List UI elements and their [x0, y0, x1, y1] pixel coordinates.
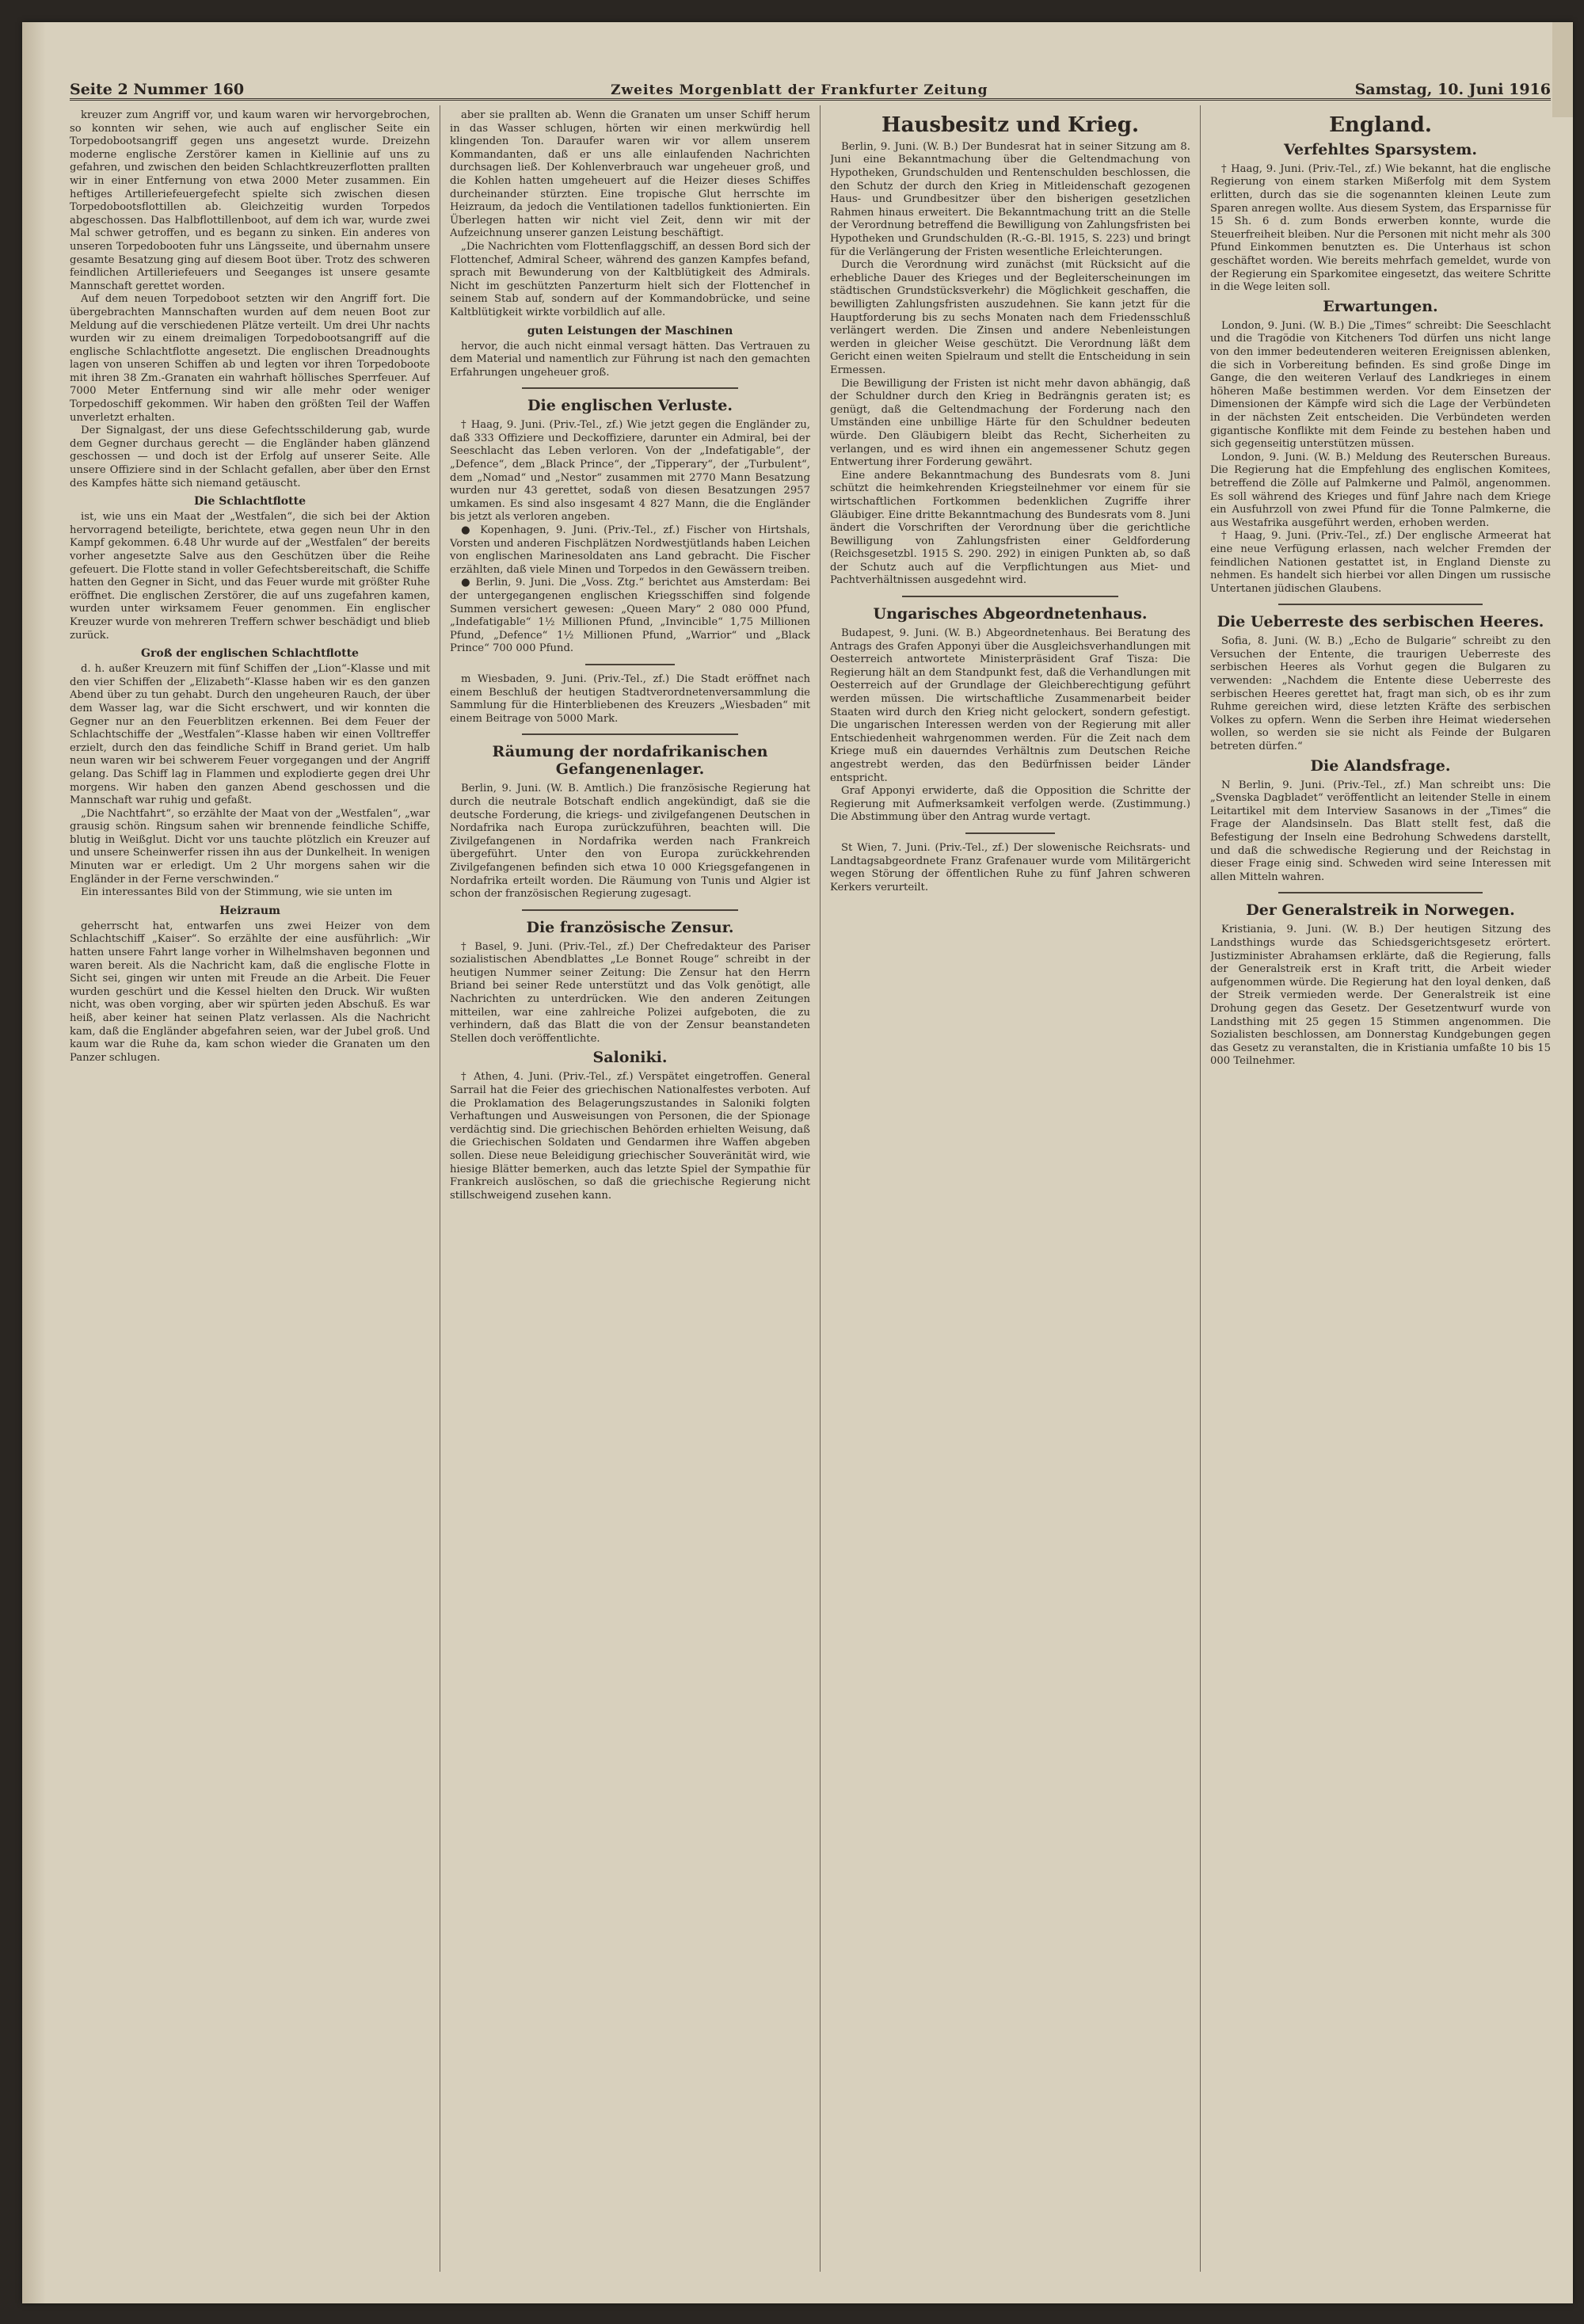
article-paragraph: Ein interessantes Bild von der Stimmung, wie sie unten im — [81, 886, 393, 899]
page-binding-edge — [22, 22, 46, 2303]
article-paragraph: Budapest, 9. Juni. (W. B.) Abgeordnetenhaus. Bei Beratung des Antrags des Grafen Apponyi über die Ausgleichsverhandlungen mit Oesterreich antwortete Ministerpräsident Graf Tisza: Die Regierung hält an dem Standpunkt fest, daß die Verhandlungen mit Oesterreich auf der Grundlage der Gleichberechtigung geführt werden müssen. Die wirtschaftliche Zusammenarbeit beider Staaten wird durch den Krieg nicht gelockert, sondern gefestigt. Die ungarischen Interessen werden von der Regierung mit aller Entschiedenheit wahrgenommen werden. Für die Zeit nach dem Kriege muß ein dauerndes Verhältnis zum Deutschen Reiche angestrebt werden, das den Bedürfnissen beider Länder entspricht. — [830, 627, 1190, 784]
article-paragraph: Berlin, 9. Juni. (W. B.) Der Bundesrat hat in seiner Sitzung am 8. Juni eine Bekanntmachung über die Geltendmachung von Hypotheken, Grundschulden und Rentenschulden beschlossen, die den Schutz der durch den Krieg in Mitleidenschaft gezogenen Haus- und Grundbesitzer über den bisherigen gesetzlichen Rahmen hinaus erweitert. Die Bekanntmachung tritt an die Stelle der Verordnung betreffend die Bewilligung von Zahlungsfristen bei Hypotheken und Grundschulden (R.-G.-Bl. 1915, S. 223) und bringt für die Verlängerung der Fristen wesentliche Erleichterungen. — [830, 140, 1190, 258]
article-paragraph: N Berlin, 9. Juni. (Priv.-Tel., zf.) Man schreibt uns: Die „Svenska Dagbladet“ veröffentlicht an leitender Stelle in einem Leitartikel mit dem Interview Sasanows in der „Times“ die Frage der Alandsinseln. Das Blatt stellt fest, daß die Befestigung der Inseln eine Bedrohung Schwedens darstellt, und daß die schwedische Regierung und der Reichstag in dieser Frage einig sind. Schweden wird seine Interessen mit allen Mitteln wahren. — [1210, 779, 1551, 883]
article-heading: Die Alandsfrage. — [1310, 756, 1451, 775]
article-heading: guten Leistungen der Maschinen — [527, 324, 733, 337]
article-heading: Verfehltes Sparsystem. — [1284, 140, 1477, 158]
article-heading: Die französische Zensur. — [526, 918, 734, 936]
separator-rule — [522, 387, 738, 389]
article-heading: Ungarisches Abgeordnetenhaus. — [873, 605, 1148, 623]
article-paragraph: † Haag, 9. Juni. (Priv.-Tel., zf.) Wie bekannt, hat die englische Regierung von einem starken Mißerfolg mit dem System erlitten, durch das sie die sogenannten kleinen Leute zum Sparen anregen wollte. Aus diesem System, das Ersparnisse für 15 Sh. 6 d. zum Bonds erwerben konnte, wurde die Steuerfreiheit bleiben. Nur die Personen mit nicht mehr als 300 Pfund Einkommen benutzten es. Die Unterhaus ist schon geschäftet worden. Wie bereits mehrfach gemeldet, wurde von der Regierung ein Sparkomitee eingesetzt, das weitere Schritte in die Wege leiten soll. — [1210, 162, 1551, 294]
header-date: Samstag, 10. Juni 1916 — [1354, 81, 1551, 98]
article-paragraph: ● Berlin, 9. Juni. Die „Voss. Ztg.“ berichtet aus Amsterdam: Bei der untergegangenen englischen Kriegsschiffen sind folgende Summen versichert gewesen: „Queen Mary“ 2 080 000 Pfund, „Indefatigable“ 1½ Millionen Pfund, „Invincible“ 1,75 Millionen Pfund, „Defence“ 1½ Millionen Pfund, „Warrior“ und „Black Prince“ 700 000 Pfund. — [450, 577, 810, 655]
article-paragraph: ● Kopenhagen, 9. Juni. (Priv.-Tel., zf.) Fischer von Hirtshals, Vorsten und anderen Fischplätzen Nordwestjütlands haben Leichen von englischen Marinesoldaten ans Land gebracht. Die Fischer erzählten, daß viele Minen und Torpedos in den Gewässern treiben. — [450, 524, 810, 576]
article-heading: Hausbesitz und Krieg. — [881, 113, 1139, 137]
column-2 — [450, 109, 810, 2272]
page-header — [70, 54, 1551, 101]
article-heading: Saloniki. — [592, 1049, 668, 1067]
separator-rule — [902, 596, 1118, 597]
article-paragraph: m Wiesbaden, 9. Juni. (Priv.-Tel., zf.) Die Stadt eröffnet nach einem Beschluß der heutigen Stadtverordnetenversammlung die Sammlung für die Hinterbliebenen des Kreuzers „Wiesbaden“ mit einem Beitrage von 5000 Mark. — [450, 672, 810, 725]
separator-rule — [522, 909, 738, 911]
article-paragraph: ist, wie uns ein Maat der „Westfalen“, die sich bei der Aktion hervorragend beteiligte, berichtete, etwa gegen neun Uhr in den Kampf gekommen. 6.48 Uhr wurde auf der „Westfalen“ der bereits vorher angesetzte Salve aus den Geschützen über die Reihe gefeuert. Die Flotte stand in voller Gefechtsbereitschaft, die Schiffe hatten den Gegner in Sicht, und das Feuer wurde mit größter Ruhe eröffnet. Die englischen Zerstörer, die auf uns zugefahren kamen, wurden unter wirksamem Feuer genommen. Ein englischer Kreuzer wurde von mehreren Treffern schwer beschädigt und blieb zurück. — [70, 511, 430, 642]
article-paragraph: Der Signalgast, der uns diese Gefechtsschilderung gab, wurde dem Gegner durchaus gerecht — die Engländer haben glänzend geschossen — und doch ist der Erfolg auf unserer Seite. Alle unsere Offiziere sind in der Schlacht gefallen, aber über den Ernst des Kampfes hätte sich niemand getäuscht. — [70, 425, 430, 490]
separator-rule — [1278, 604, 1483, 605]
newspaper-page — [22, 22, 1573, 2303]
article-paragraph: aber sie prallten ab. Wenn die Granaten um unser Schiff herum in das Wasser schlugen, hörten wir einen merkwürdig hell klingenden Ton. Daraufer waren wir vor allem unserem Kommandanten, daß er uns alle einlaufenden Nachrichten durchsagen ließ. Der Kohlenverbrauch war ungeheuer groß, und die Kohlen hatten umgeheuert auf die Heizer dieses Schiffes durcheinander stürzten. Eine tropische Glut herrschte im Heizraum, da jedoch die Ventilationen tadellos funktionierten. Ein Überlegen hatten wir nicht viel Zeit, denn wir mit der Aufzeichnung unserer ganzen Leistung beschäftigt. — [450, 109, 810, 240]
article-heading: Groß der englischen Schlachtflotte — [141, 647, 359, 661]
article-paragraph: † Athen, 4. Juni. (Priv.-Tel., zf.) Verspätet eingetroffen. General Sarrail hat die Feier des griechischen Nationalfestes verboten. Auf die Proklamation des Belagerungszustandes in Saloniki folgten Verhaftungen und Ausweisungen von Personen, die der Spionage verdächtig sind. Die griechischen Behörden erhielten Weisung, daß die Griechischen Soldaten und Gendarmen ihre Waffen abgeben sollen. Diese neue Beleidigung griechischer Souveränität wird, wie hiesige Blätter bemerken, auch das letzte Spiel der Sympathie für Frankreich auslöschen, so daß die griechische Regierung nicht stillschweigend zusehen kann. — [450, 1071, 810, 1202]
article-heading: Heizraum — [219, 904, 280, 917]
page-corner — [1552, 22, 1573, 117]
separator-rule — [522, 733, 738, 735]
separator-rule — [965, 832, 1056, 834]
column-rule — [820, 105, 821, 2272]
column-4 — [1210, 109, 1551, 2272]
article-heading: Die englischen Verluste. — [527, 397, 733, 415]
article-paragraph: London, 9. Juni. (W. B.) Die „Times“ schreibt: Die Seeschlacht und die Tragödie von Kitcheners Tod dürfen uns nicht lange von den immer bedeutenderen weiteren Ereignissen ablenken, die sich in Vorbereitung befinden. Es sind große Dinge im Gange, die den weiteren Verlauf des Landkrieges in einem höheren Maße bestimmen werden. Vor dem Einsetzen der Dimensionen der Kämpfe wird sich die Lage der Verbündeten in der nächsten Zeit entscheiden. Die Verbündeten werden gigantische Konflikte mit dem Feinde zu bestehen haben und sich gegenseitig unterstützen müssen. — [1210, 319, 1551, 451]
article-heading: Der Generalstreik in Norwegen. — [1246, 901, 1515, 920]
article-paragraph: Kristiania, 9. Juni. (W. B.) Der heutigen Sitzung des Landsthings wurde das Schiedsgerichtsgesetz erörtert. Justizminister Abrahamsen erklärte, daß die Regierung, falls der Generalstreik erst in Kraft tritt, die Arbeit wieder aufgenommen würde. Die Regierung hat den loyal denken, daß der Streik vermieden werde. Der Generalstreik ist eine Drohung gegen das Gesetz. Der Gesetzentwurf wurde von Landsthing mit 25 gegen 15 Stimmen angenommen. Die Sozialisten beschlossen, am Donnerstag Kundgebungen gegen das Gesetz zu veranstalten, die in Kristiania umfaßte 10 bis 15 000 Teilnehmer. — [1210, 924, 1551, 1068]
article-paragraph: hervor, die auch nicht einmal versagt hätten. Das Vertrauen zu dem Material und namentlich zur Führung ist nach den gemachten Erfahrungen ungeheuer groß. — [450, 340, 810, 379]
separator-rule — [585, 664, 676, 665]
article-heading: England. — [1329, 113, 1432, 137]
article-paragraph: St Wien, 7. Juni. (Priv.-Tel., zf.) Der slowenische Reichsrats- und Landtagsabgeordnete Franz Grafenauer wurde vom Militärgericht wegen Störung der öffentlichen Ruhe zu fünf Jahren schweren Kerkers verurteilt. — [830, 841, 1190, 893]
article-paragraph: geherrscht hat, entwarfen uns zwei Heizer von dem Schlachtschiff „Kaiser“. So erzählte der eine ausführlich: „Wir hatten unsere Fahrt lange vorher in Wilhelmshaven begonnen und waren bereit. Als die Nachricht kam, daß die englische Flotte in Sicht sei, gingen wir unten mit Freude an die Arbeit. Die Feuer wurden geschürt und die Kessel hielten den Druck. Wir wußten nicht, was oben vorging, aber wir spürten jeden Abschuß. Es war heiß, aber keiner hat seinen Platz verlassen. Als die Nachricht kam, daß die Engländer abgefahren seien, war der Jubel groß. Und kaum war die Ruhe da, kam schon wieder die Granaten um den Panzer schlugen. — [70, 920, 430, 1064]
column-3 — [830, 109, 1190, 2272]
column-rule — [1200, 105, 1201, 2272]
article-heading: Erwartungen. — [1323, 297, 1438, 315]
header-masthead: Zweites Morgenblatt der Frankfurter Zeitung — [611, 82, 988, 98]
article-paragraph: Graf Apponyi erwiderte, daß die Opposition die Schritte der Regierung mit Aufmerksamkeit verfolgen werde. (Zustimmung.) Die Abstimmung über den Antrag wurde vertagt. — [830, 785, 1190, 824]
article-paragraph: † Haag, 9. Juni. (Priv.-Tel., zf.) Wie jetzt gegen die Engländer zu, daß 333 Offiziere und Deckoffiziere, darunter ein Admiral, bei der Seeschlacht das Leben verloren. Von der „Indefatigable“, der „Defence“, dem „Black Prince“, der „Tipperary“, der „Turbulent“, dem „Nomad“ und „Nestor“ zusammen mit 2770 Mann Besatzung wurden nur 43 gerettet, sodaß von diesen Besatzungen 2957 umkamen. Es sind also insgesamt 4 827 Mann, die die Engländer bis jetzt als verloren angeben. — [450, 419, 810, 524]
article-paragraph: † Basel, 9. Juni. (Priv.-Tel., zf.) Der Chefredakteur des Pariser sozialistischen Abendblattes „Le Bonnet Rouge“ schreibt in der heutigen Nummer seiner Zeitung: Die Zensur hat den Herrn Briand bei seiner Rede unterstützt und das Volk genötigt, alle Nachrichten zu unterdrücken. Wie den anderen Zeitungen mitteilen, war eine zahlreiche Polizei aufgeboten, die zu verhindern, daß das Blatt die von der Zensur beanstandeten Stellen doch veröffentlichte. — [450, 940, 810, 1045]
article-paragraph: „Die Nachrichten vom Flottenflaggschiff, an dessen Bord sich der Flottenchef, Admiral Scheer, während des ganzen Kampfes befand, sprach mit Bewunderung von der Kaltblütigkeit des Admirals. Nicht im geschützten Panzerturm hielt sich der Flottenchef in seinem Stab auf, sondern auf der Kommandobrücke, und seine Kaltblütigkeit wirkte vorbildlich auf alle. — [450, 240, 810, 318]
header-page-number: Seite 2 Nummer 160 — [70, 81, 245, 98]
article-paragraph: kreuzer zum Angriff vor, und kaum waren wir hervorgebrochen, so konnten wir sehen, wie auch auf englischer Seite ein Torpedobootsangriff gegen uns angesetzt wurde. Dreizehn moderne englische Zerstörer kamen in Kiellinie auf uns zu gefahren, und zwischen den beiden Schlachtkreuzerflotten prallten wir in einer Entfernung von etwa 2000 Meter zusammen. Ein heftiges Artilleriefeuergefecht spielte sich zwischen diesen Torpedobootsflottillen ab. Gleichzeitig wurden Torpedos abgeschossen. Das Halbflottillenboot, auf dem ich war, wurde zwei Mal schwer getroffen, und es begann zu sinken. Ein anderes von unseren Torpedobooten fuhr uns Längsseite, und übernahm unsere gesamte Besatzung ging auf diesem Boot über. Trotz des schweren feindlichen Artilleriefeuers und Seeganges ist unsere gesamte Mannschaft gerettet worden. — [70, 109, 430, 292]
article-paragraph: Berlin, 9. Juni. (W. B. Amtlich.) Die französische Regierung hat durch die neutrale Botschaft endlich angekündigt, daß sie die deutsche Forderung, die kriegs- und zivilgefangenen Deutschen in Nordafrika nach Europa zurückzuführen, beachten will. Die Zivilgefangenen in Nordafrika werden nach Frankreich übergeführt. Unter den von Europa zurückkehrenden Zivilgefangenen befinden sich etwa 10 000 Kriegsgefangenen in Nordafrika erteilt worden. Die Räumung von Tunis und Algier ist schon der französischen Regierung zugesagt. — [450, 783, 810, 901]
article-paragraph: d. h. außer Kreuzern mit fünf Schiffen der „Lion“-Klasse und mit den vier Schiffen der „Elizabeth“-Klasse haben wir es den ganzen Abend über zu tun gehabt. Durch den ungeheuren Rauch, der über dem Wasser lag, war die Sicht erschwert, und wir konnten die Gegner nur an den Feuerblitzen erkennen. Bei dem Feuer der Schlachtschiffe der „Westfalen“-Klasse haben wir einen Volltreffer erzielt, durch den das feindliche Schiff in Brand geriet. Um halb neun waren wir bei schwerem Feuer vorgegangen und der Angriff gelang. Das Schiff lag in Flammen und explodierte gegen drei Uhr morgens. Wir haben den ganzen Abend geschossen und die Mannschaft war ruhig und gefaßt. — [70, 663, 430, 807]
column-1 — [70, 109, 430, 2272]
article-heading: Räumung der nordafrikanischen Gefangenenlager. — [492, 743, 768, 779]
article-paragraph: Die Bewilligung der Fristen ist nicht mehr davon abhängig, daß der Schuldner durch den Krieg in Bedrängnis geraten ist; es genügt, daß die Geltendmachung der Forderung nach den Umständen eine unbillige Härte für den Schuldner bedeuten würde. Den Gläubigern bleibt das Recht, Sicherheiten zu verlangen, und es wird ihnen ein angemessener Schutz gegen Entwertung ihrer Forderung gewährt. — [830, 377, 1190, 469]
article-paragraph: Sofia, 8. Juni. (W. B.) „Echo de Bulgarie“ schreibt zu den Versuchen der Entente, die traurigen Ueberreste des serbischen Heeres als Vorhut gegen die Bulgaren zu verwenden: „Nachdem die Entente diese Ueberreste des serbischen Heeres gerettet hat, fragt man sich, ob es ihr zum Ruhme gereichen wird, diese letzten Kräfte des serbischen Volkes zu opfern. Wenn die Serben ihre Heimat wiedersehen wollen, so werden sie sie nicht als Feinde der Bulgaren betreten dürfen.“ — [1210, 635, 1551, 753]
article-paragraph: „Die Nachtfahrt“, so erzählte der Maat von der „Westfalen“, „war grausig schön. Ringsum sahen wir brennende feindliche Schiffe, blutig in Weißglut. Dicht vor uns tauchte plötzlich ein Kreuzer auf und unsere Scheinwerfer rissen ihn aus der Dunkelheit. In wenigen Minuten war er erledigt. Um 2 Uhr morgens sahen wir die Engländer in der Ferne verschwinden.“ — [70, 807, 430, 886]
article-heading: Die Ueberreste des serbischen Heeres. — [1217, 613, 1544, 631]
separator-rule — [1278, 892, 1483, 893]
article-paragraph: Auf dem neuen Torpedoboot setzten wir den Angriff fort. Die übergebrachten Mannschaften wurden auf dem neuen Boot zur Meldung auf die verschiedenen Plätze verteilt. Um drei Uhr nachts wurden wir zu einem dreimaligen Torpedobootsangriff auf die englische Schlachtflotte angesetzt. Die englischen Dreadnoughts lagen von unseren Schiffen ab und legten vor ihren Torpedoboote mit ihren 38 Zm.-Granaten ein wahrhaft höllisches Sperrfeuer. Auf 7000 Meter Entfernung sind wir alle mehr oder weniger Torpedoschiff gekommen. Wir haben den größten Teil der Waffen unverletzt erhalten. — [70, 293, 430, 424]
article-paragraph: † Haag, 9. Juni. (Priv.-Tel., zf.) Der englische Armeerat hat eine neue Verfügung erlassen, nach welcher Fremden der feindlichen Nationen gestattet ist, in England Dienste zu nehmen. Es handelt sich hierbei vor allen Dingen um russische Untertanen jüdischen Glaubens. — [1210, 530, 1551, 595]
article-paragraph: Durch die Verordnung wird zunächst (mit Rücksicht auf die erhebliche Dauer des Krieges und der Begleiterscheinungen im städtischen Grundstücksverkehr) die Möglichkeit geschaffen, die bewilligten Zahlungsfristen auszudehnen. Sie kann jetzt für die Hauptforderung bis zu sechs Monaten nach dem Friedensschluß verlängert werden. Die Zinsen und andere Nebenleistungen werden in gleicher Weise geschützt. Die Verordnung läßt dem Gericht einen weiten Spielraum und stellt die Entscheidung in sein Ermessen. — [830, 259, 1190, 376]
article-paragraph: Eine andere Bekanntmachung des Bundesrats vom 8. Juni schützt die heimkehrenden Kriegsteilnehmer vor einem für sie wirtschaftlichen Fortkommen bedenklichen Zugriffe ihrer Gläubiger. Eine dritte Bekanntmachung des Bundesrats vom 8. Juni ändert die Vorschriften der Verordnung über die gerichtliche Bewilligung von Zahlungsfristen einer Geldforderung (Reichsgesetzbl. 1915 S. 290. 292) in einigen Punkten ab, so daß der Schutz auch auf die Verpflichtungen aus Miet- und Pachtverhältnissen ausgedehnt wird. — [830, 469, 1190, 587]
article-heading: Die Schlachtflotte — [194, 495, 306, 509]
article-paragraph: London, 9. Juni. (W. B.) Meldung des Reuterschen Bureaus. Die Regierung hat die Empfehlung des englischen Komitees, betreffend die Zölle auf Palmkerne und Palmöl, angenommen. Es soll während des Krieges und fünf Jahre nach dem Kriege ein Ausfuhrzoll von zwei Pfund für die Tonne Palmkerne, die aus Westafrika ausgeführt werden, erhoben werden. — [1210, 451, 1551, 529]
